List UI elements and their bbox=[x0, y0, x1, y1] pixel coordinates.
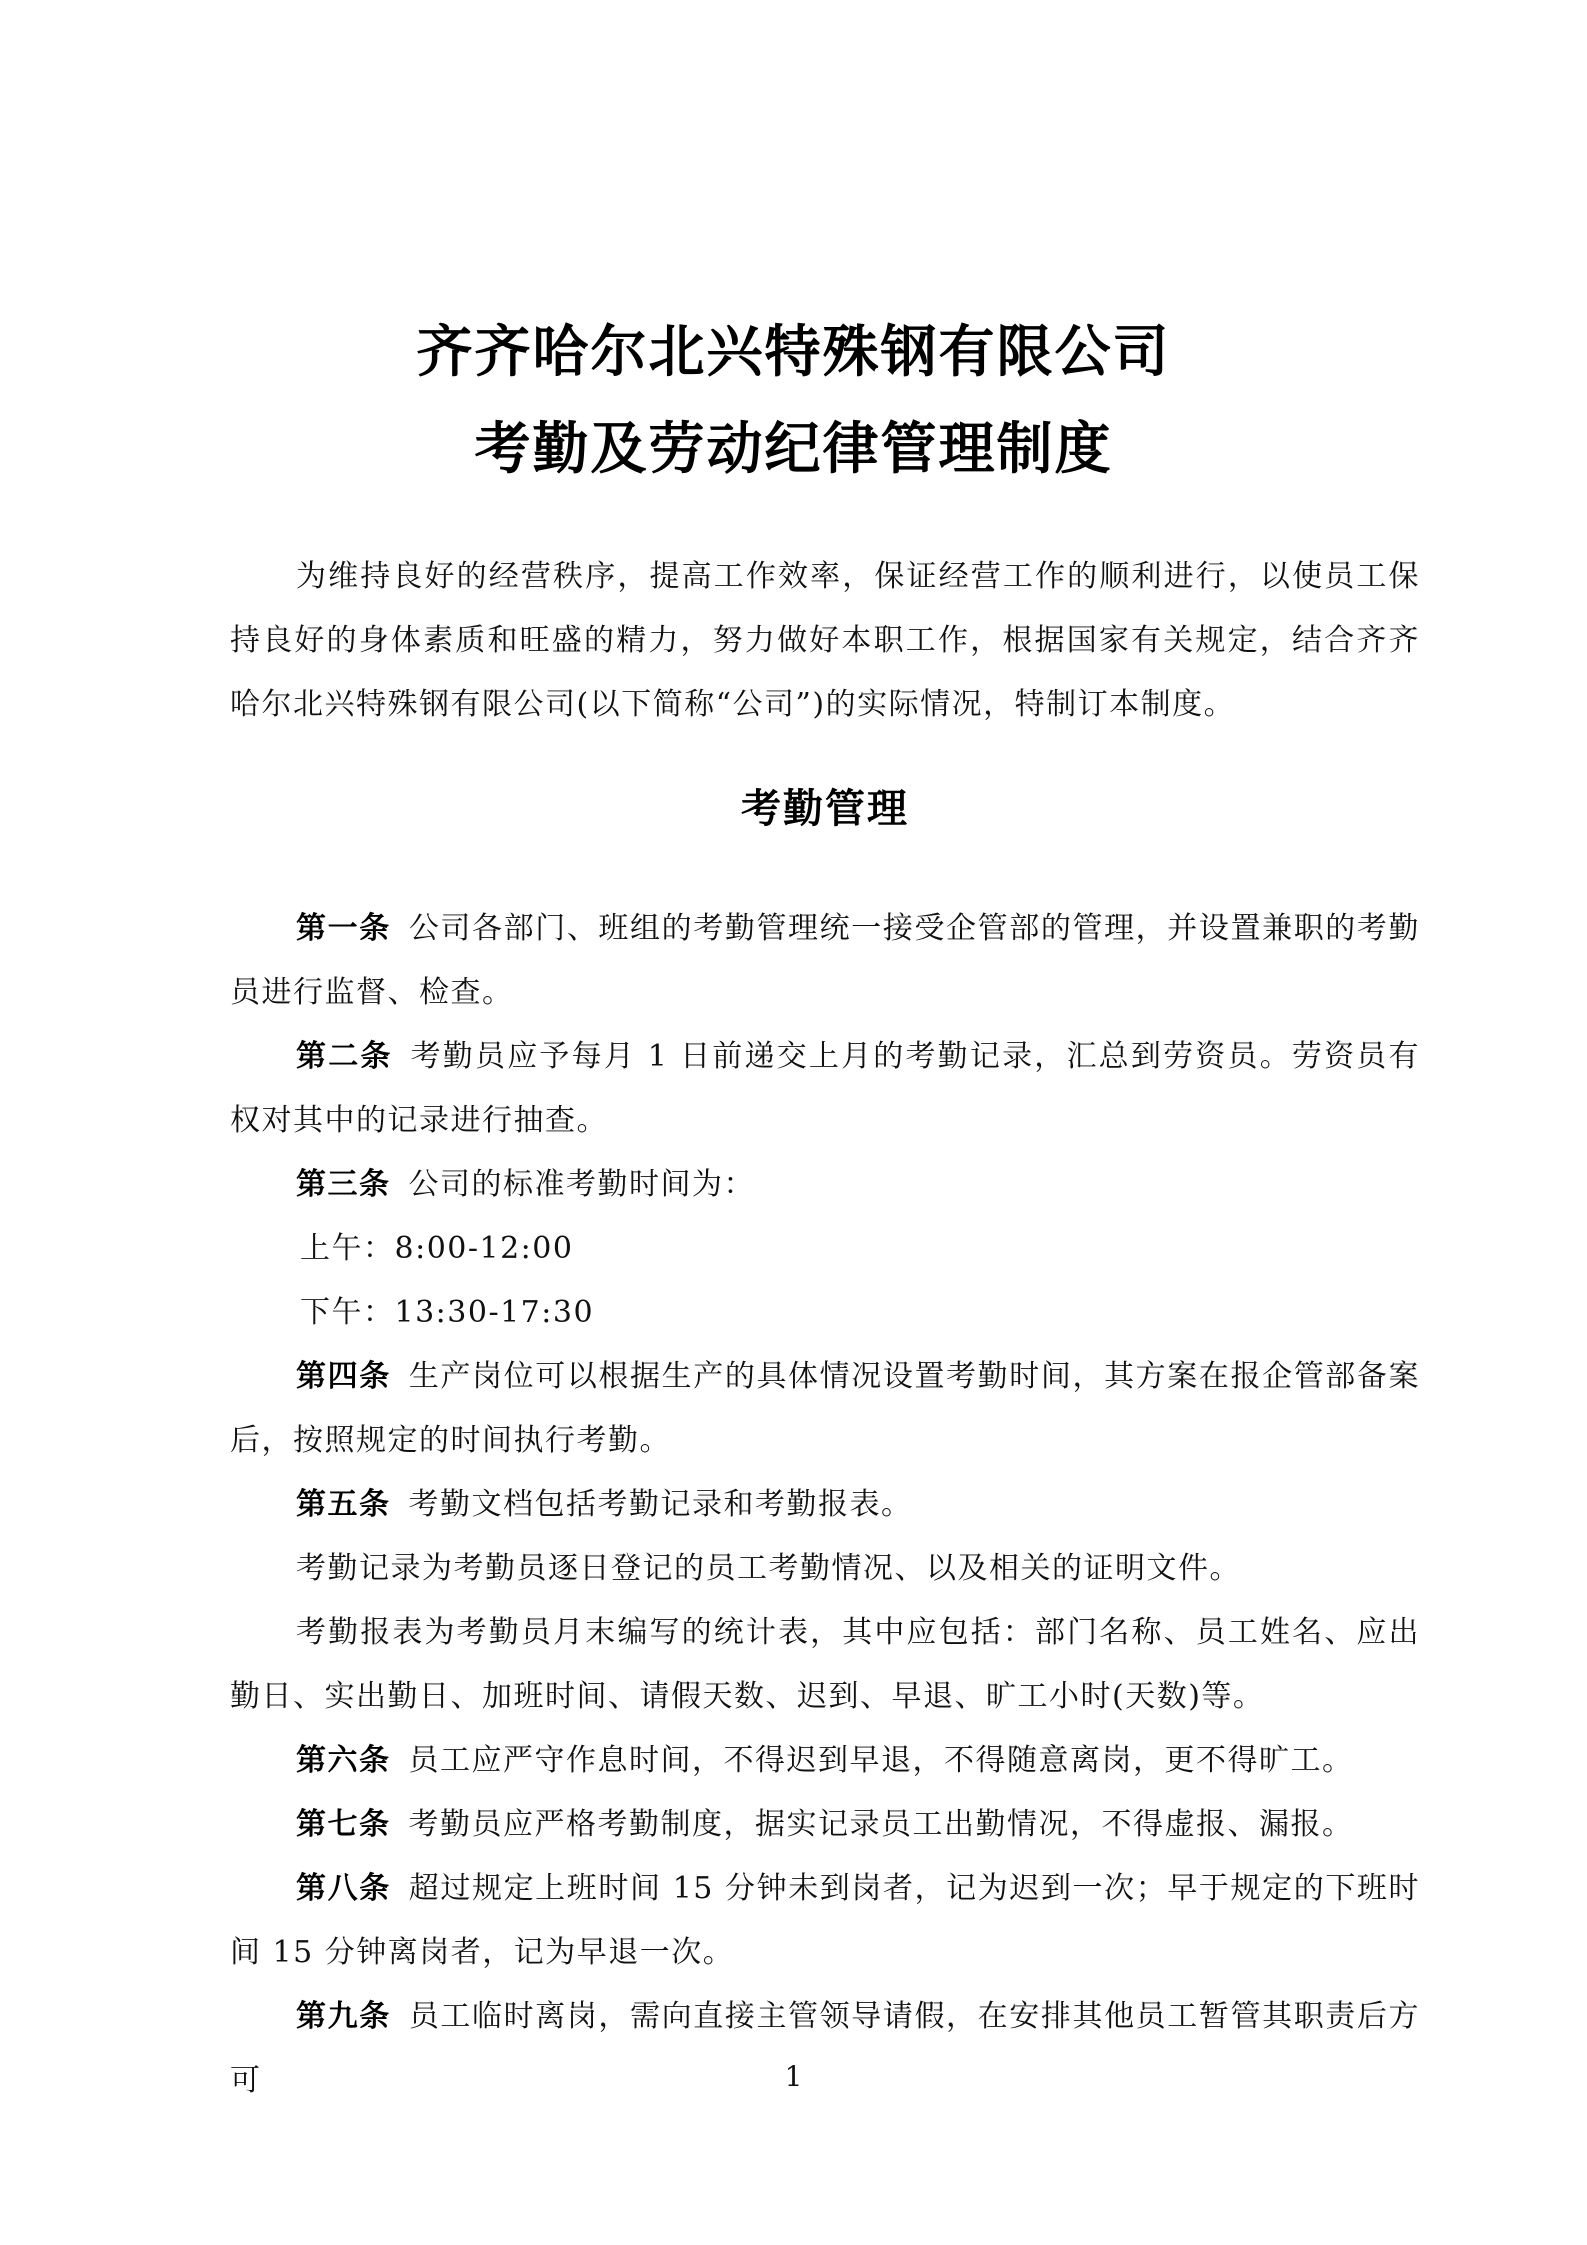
article-5 bbox=[230, 1473, 1420, 1537]
article-label: 第五条 bbox=[296, 1487, 391, 1522]
article-label: 第七条 bbox=[296, 1807, 391, 1842]
article-text: 生产岗位可以根据生产的具体情况设置考勤时间，其方案在报企管部备案后，按照规定的时间执行考勤。 bbox=[230, 1359, 1421, 1458]
schedule-morning: 上午：8:00-12:00 bbox=[300, 1231, 574, 1266]
article-label: 第一条 bbox=[296, 911, 391, 946]
article-text: 考勤文档包括考勤记录和考勤报表。 bbox=[408, 1487, 913, 1522]
section-title: 考勤管理 bbox=[741, 786, 909, 832]
article-text: 公司的标准考勤时间为： bbox=[408, 1167, 755, 1202]
article-text: 考勤员应予每月 1 日前递交上月的考勤记录，汇总到劳资员。劳资员有权对其中的记录进行抽查。 bbox=[230, 1039, 1420, 1138]
article-5-record: 考勤记录为考勤员逐日登记的员工考勤情况、以及相关的证明文件。 bbox=[296, 1551, 1241, 1586]
article-7 bbox=[230, 1793, 1420, 1857]
article-8 bbox=[230, 1857, 1420, 1985]
article-2 bbox=[230, 1025, 1420, 1153]
article-1 bbox=[230, 897, 1420, 1025]
article-text: 考勤员应严格考勤制度，据实记录员工出勤情况，不得虚报、漏报。 bbox=[408, 1807, 1354, 1842]
article-9 bbox=[230, 1985, 1420, 2113]
page-number: 1 bbox=[784, 2060, 803, 2093]
article-text: 超过规定上班时间 15 分钟未到岗者，记为迟到一次；早于规定的下班时间 15 分钟离岗者，记为早退一次。 bbox=[230, 1871, 1421, 1970]
article-3 bbox=[230, 1153, 1420, 1217]
article-label: 第八条 bbox=[296, 1871, 391, 1906]
article-label: 第六条 bbox=[296, 1743, 391, 1778]
document-title-company: 齐齐哈尔北兴特殊钢有限公司 bbox=[416, 320, 1171, 385]
article-6 bbox=[230, 1729, 1420, 1793]
article-label: 第三条 bbox=[296, 1167, 391, 1202]
article-label: 第四条 bbox=[296, 1359, 391, 1394]
intro-paragraph: 为维持良好的经营秩序，提高工作效率，保证经营工作的顺利进行，以使员工保持良好的身体素质和旺盛的精力，努力做好本职工作，根据国家有关规定，结合齐齐哈尔北兴特殊钢有限公司(以下简称“公司”)的实际情况，特制订本制度。 bbox=[230, 559, 1420, 722]
document-title-regulation: 考勤及劳动纪律管理制度 bbox=[474, 417, 1113, 482]
article-label: 第二条 bbox=[296, 1039, 393, 1074]
article-text: 员工临时离岗，需向直接主管领导请假，在安排其他员工暂管其职责后方可 bbox=[230, 1999, 1421, 2098]
article-label: 第九条 bbox=[296, 1999, 391, 2034]
document-body bbox=[230, 545, 1420, 2113]
article-text: 员工应严守作息时间，不得迟到早退，不得随意离岗，更不得旷工。 bbox=[408, 1743, 1354, 1778]
article-text: 公司各部门、班组的考勤管理统一接受企管部的管理，并设置兼职的考勤员进行监督、检查。 bbox=[230, 911, 1421, 1010]
schedule-afternoon: 下午：13:30-17:30 bbox=[300, 1295, 595, 1330]
article-4 bbox=[230, 1345, 1420, 1473]
article-5-report: 考勤报表为考勤员月末编写的统计表，其中应包括：部门名称、员工姓名、应出勤日、实出勤日、加班时间、请假天数、迟到、早退、旷工小时(天数)等。 bbox=[230, 1615, 1420, 1714]
